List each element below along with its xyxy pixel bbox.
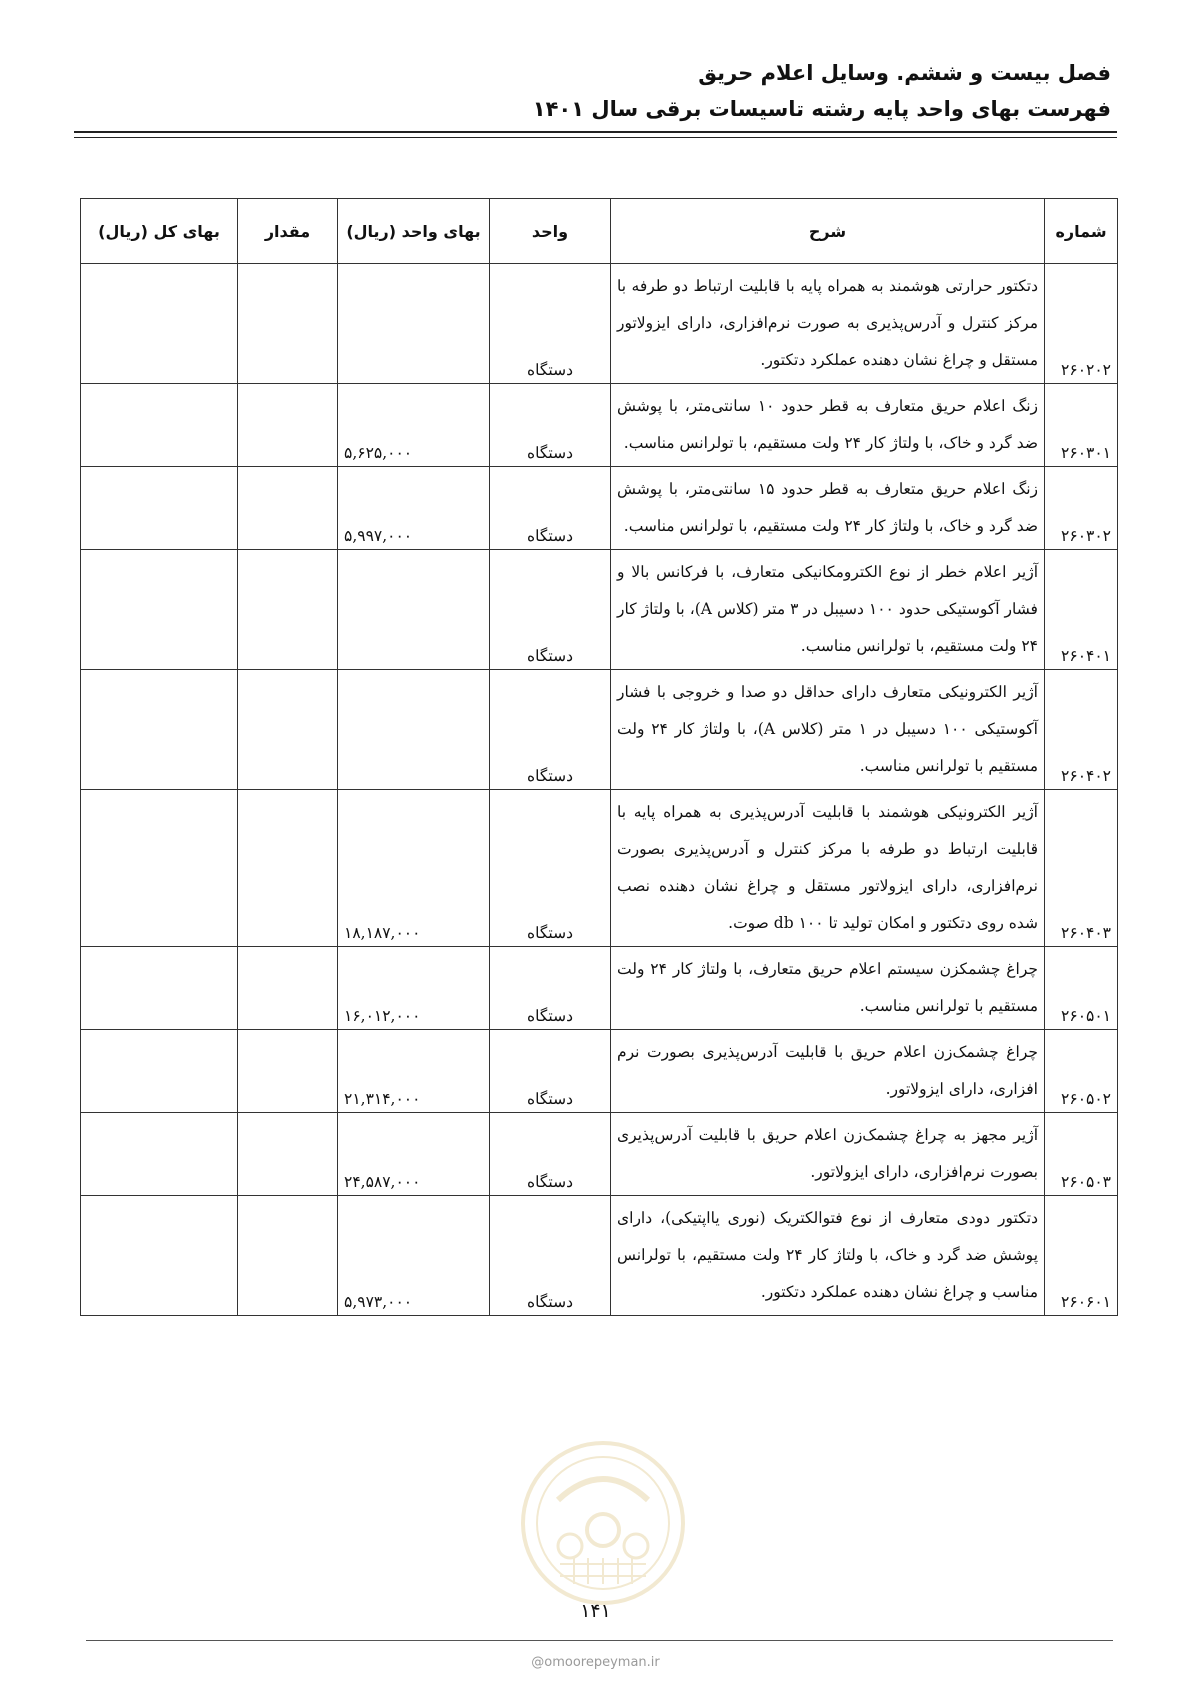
header-unit: واحد: [490, 199, 611, 264]
item-unit-price: ۵,۹۷۳,۰۰۰: [338, 1196, 490, 1316]
item-quantity: [238, 790, 338, 947]
item-unit: دستگاه: [490, 550, 611, 670]
item-unit-price: ۱۶,۰۱۲,۰۰۰: [338, 947, 490, 1030]
item-total-price: [81, 1113, 238, 1196]
table-row: [81, 550, 1118, 670]
item-quantity: [238, 1113, 338, 1196]
item-total-price: [81, 550, 238, 670]
item-total-price: [81, 790, 238, 947]
header-rule-thick: [74, 131, 1117, 133]
item-unit: دستگاه: [490, 384, 611, 467]
item-description: آژیر اعلام خطر از نوع الکترومکانیکی متعارف، با فرکانس بالا و فشار آکوستیکی حدود ۱۰۰ دسیبل در ۳ متر (کلاس A)، با ولتاژ کار ۲۴ ولت مستقیم، با تولرانس مناسب.: [611, 550, 1045, 670]
item-unit: دستگاه: [490, 670, 611, 790]
item-unit: دستگاه: [490, 1196, 611, 1316]
table-row: [81, 1113, 1118, 1196]
item-quantity: [238, 1030, 338, 1113]
header-quantity: مقدار: [238, 199, 338, 264]
table-row: [81, 790, 1118, 947]
table-row: [81, 384, 1118, 467]
item-unit: دستگاه: [490, 1113, 611, 1196]
item-unit: دستگاه: [490, 1030, 611, 1113]
item-unit-price: [338, 670, 490, 790]
item-number: ۲۶۰۶۰۱: [1045, 1196, 1118, 1316]
item-total-price: [81, 670, 238, 790]
item-quantity: [238, 467, 338, 550]
item-unit: دستگاه: [490, 467, 611, 550]
item-number: ۲۶۰۵۰۳: [1045, 1113, 1118, 1196]
item-description: زنگ اعلام حریق متعارف به قطر حدود ۱۰ سانتی‌متر، با پوشش ضد گرد و خاک، با ولتاژ کار ۲۴ ولت مستقیم، با تولرانس مناسب.: [611, 384, 1045, 467]
item-description: زنگ اعلام حریق متعارف به قطر حدود ۱۵ سانتی‌متر، با پوشش ضد گرد و خاک، با ولتاژ کار ۲۴ ولت مستقیم، با تولرانس مناسب.: [611, 467, 1045, 550]
footer-rule: [86, 1640, 1113, 1641]
item-description: دتکتور حرارتی هوشمند به همراه پایه با قابلیت ارتباط دو طرفه با مرکز کنترل و آدرس‌پذیری به صورت نرم‌افزاری، دارای ایزولاتور مستقل و چراغ نشان دهنده عملکرد دتکتور.: [611, 264, 1045, 384]
item-total-price: [81, 947, 238, 1030]
item-unit: دستگاه: [490, 790, 611, 947]
item-number: ۲۶۰۵۰۱: [1045, 947, 1118, 1030]
item-total-price: [81, 1196, 238, 1316]
table-row: [81, 1196, 1118, 1316]
header-unit-price: بهای واحد (ریال): [338, 199, 490, 264]
price-table: [80, 198, 1118, 1316]
item-unit-price: ۲۴,۵۸۷,۰۰۰: [338, 1113, 490, 1196]
item-number: ۲۶۰۴۰۲: [1045, 670, 1118, 790]
item-number: ۲۶۰۵۰۲: [1045, 1030, 1118, 1113]
item-unit-price: [338, 264, 490, 384]
item-number: ۲۶۰۲۰۲: [1045, 264, 1118, 384]
item-quantity: [238, 264, 338, 384]
item-quantity: [238, 1196, 338, 1316]
table-row: [81, 1030, 1118, 1113]
item-quantity: [238, 550, 338, 670]
item-number: ۲۶۰۳۰۱: [1045, 384, 1118, 467]
chapter-title: فصل بیست و ششم. وسایل اعلام حریق: [698, 61, 1111, 85]
website-url: @omoorepeyman.ir: [531, 1655, 660, 1670]
item-unit: دستگاه: [490, 947, 611, 1030]
item-description: آژیر الکترونیکی هوشمند با قابلیت آدرس‌پذیری به همراه پایه با قابلیت ارتباط دو طرفه با مرکز کنترل و آدرس‌پذیری بصورت نرم‌افزاری، دارای ایزولاتور مستقل و چراغ نشان دهنده نصب شده روی دتکتور و امکان تولید تا ۱۰۰ db صوت.: [611, 790, 1045, 947]
item-number: ۲۶۰۴۰۱: [1045, 550, 1118, 670]
item-description: چراغ چشمکزن سیستم اعلام حریق متعارف، با ولتاژ کار ۲۴ ولت مستقیم با تولرانس مناسب.: [611, 947, 1045, 1030]
header-total-price: بهای کل (ریال): [81, 199, 238, 264]
item-unit-price: ۵,۹۹۷,۰۰۰: [338, 467, 490, 550]
item-quantity: [238, 947, 338, 1030]
page-header: [71, 55, 1111, 127]
item-total-price: [81, 467, 238, 550]
document-title: فهرست بهای واحد پایه رشته تاسیسات برقی سال ۱۴۰۱: [532, 97, 1111, 121]
table-header-row: [81, 199, 1118, 264]
item-total-price: [81, 264, 238, 384]
header-number: شماره: [1045, 199, 1118, 264]
item-total-price: [81, 384, 238, 467]
item-unit-price: [338, 550, 490, 670]
item-description: آژیر مجهز به چراغ چشمک‌زن اعلام حریق با قابلیت آدرس‌پذیری بصورت نرم‌افزاری، دارای ایزولاتور.: [611, 1113, 1045, 1196]
item-quantity: [238, 384, 338, 467]
item-description: چراغ چشمک‌زن اعلام حریق با قابلیت آدرس‌پذیری بصورت نرم افزاری، دارای ایزولاتور.: [611, 1030, 1045, 1113]
item-description: آژیر الکترونیکی متعارف دارای حداقل دو صدا و خروجی با فشار آکوستیکی ۱۰۰ دسیبل در ۱ متر (کلاس A)، با ولتاژ کار ۲۴ ولت مستقیم با تولرانس مناسب.: [611, 670, 1045, 790]
item-number: ۲۶۰۴۰۳: [1045, 790, 1118, 947]
watermark-seal-icon: [518, 1438, 688, 1608]
table-row: [81, 947, 1118, 1030]
table-row: [81, 264, 1118, 384]
item-total-price: [81, 1030, 238, 1113]
table-row: [81, 467, 1118, 550]
header-rule-thin: [74, 137, 1117, 138]
item-unit-price: ۵,۶۲۵,۰۰۰: [338, 384, 490, 467]
page-number: ۱۴۱: [580, 1600, 611, 1622]
item-unit-price: ۱۸,۱۸۷,۰۰۰: [338, 790, 490, 947]
item-number: ۲۶۰۳۰۲: [1045, 467, 1118, 550]
item-unit-price: ۲۱,۳۱۴,۰۰۰: [338, 1030, 490, 1113]
item-unit: دستگاه: [490, 264, 611, 384]
item-description: دتکتور دودی متعارف از نوع فتوالکتریک (نوری یااپتیکی)، دارای پوشش ضد گرد و خاک، با ولتاژ کار ۲۴ ولت مستقیم، با تولرانس مناسب و چراغ نشان دهنده عملکرد دتکتور.: [611, 1196, 1045, 1316]
table-row: [81, 670, 1118, 790]
header-description: شرح: [611, 199, 1045, 264]
item-quantity: [238, 670, 338, 790]
